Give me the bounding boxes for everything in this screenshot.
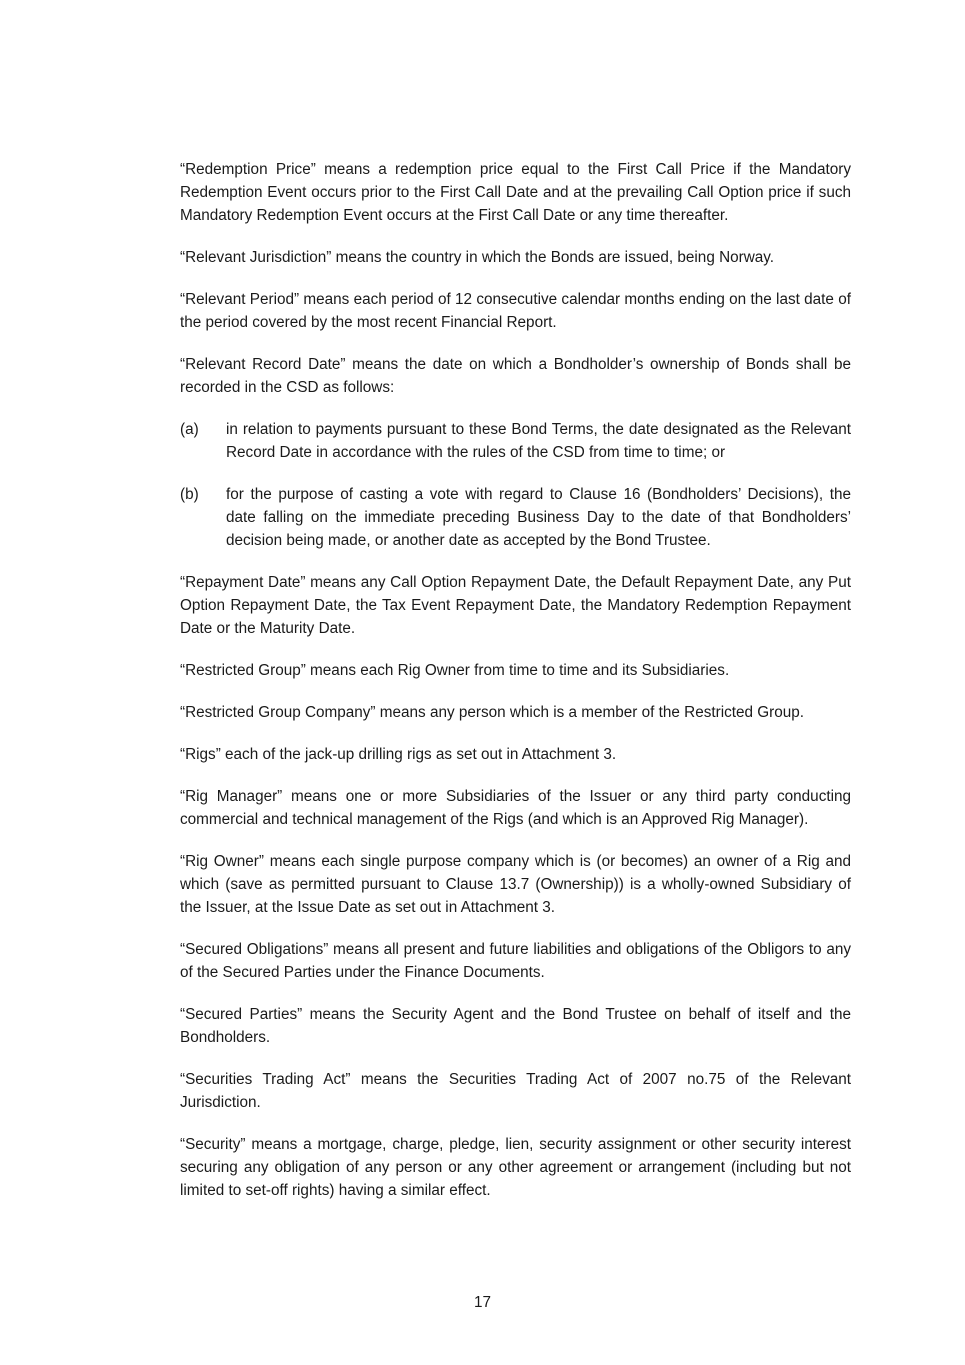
definition-redemption-price [180,158,851,227]
definition-text: means any person which is a member of the Restricted Group. [375,704,805,721]
definition-term: “Rig Owner” [180,853,264,870]
definition-restricted-group [180,659,851,682]
list-item [180,418,851,464]
definition-term: “Restricted Group” [180,662,306,679]
definition-repayment-date [180,571,851,640]
definition-text: means one or more Subsidiaries of the Issuer or any third party conducting commercial and technical management of the Rigs (and which is an Approved Rig Manager). [180,788,851,828]
definition-secured-parties [180,1003,851,1049]
definition-text: means the Securities Trading Act of 2007 no.75 of the Relevant Jurisdiction. [180,1071,851,1111]
definition-term: “Restricted Group Company” [180,704,376,721]
definition-term: “Relevant Record Date” [180,356,346,373]
definition-rig-manager [180,785,851,831]
definition-rigs [180,743,851,766]
list-item-label: (a) [180,421,199,438]
definition-restricted-group-company [180,701,851,724]
definition-term: “Rig Manager” [180,788,283,805]
definition-term: “Rigs” [180,746,221,763]
definition-text: means the date on which a Bondholder’s ownership of Bonds shall be recorded in the CSD as follows: [180,356,851,396]
definition-text: means each period of 12 consecutive calendar months ending on the last date of the period covered by the most recent Financial Report. [180,291,852,331]
list-item-text: for the purpose of casting a vote with regard to Clause 16 (Bondholders’ Decisions), the date falling on the immediate preceding Business Day to the date of that Bondholders’ decision being made, or another date as accepted by the Bond Trustee. [226,486,851,549]
definition-term: “Secured Parties” [180,1006,303,1023]
definition-security [180,1133,851,1202]
definition-text: means all present and future liabilities and obligations of the Obligors to any of the Secured Parties under the Finance Documents. [180,941,851,981]
definition-text: each of the jack-up drilling rigs as set out in Attachment 3. [220,746,617,763]
list-item-text: in relation to payments pursuant to these Bond Terms, the date designated as the Relevant Record Date in accordance with the rules of the CSD from time to time; or [226,421,851,461]
definition-term: “Redemption Price” [180,161,316,178]
definition-term: “Relevant Jurisdiction” [180,249,332,266]
list-item [180,483,851,552]
definition-secured-obligations [180,938,851,984]
definition-term: “Securities Trading Act” [180,1071,351,1088]
definition-term: “Relevant Period” [180,291,300,308]
definition-text: means the Security Agent and the Bond Trustee on behalf of itself and the Bondholders. [180,1006,851,1046]
list-item-label: (b) [180,486,199,503]
definition-text: means a redemption price equal to the First Call Price if the Mandatory Redemption Event occurs prior to the First Call Date and at the prevailing Call Option price if such Mandatory Redemption Event occurs at the First Call Date or any time thereafter. [180,161,851,224]
definition-text: means each Rig Owner from time to time and its Subsidiaries. [305,662,730,679]
definition-text: means each single purpose company which is (or becomes) an owner of a Rig and which (save as permitted pursuant to Clause 13.7 (Ownership)) is a wholly-owned Subsidiary of the Issuer, at the Issue Date as set out in Attachment 3. [180,853,851,916]
definition-text: means the country in which the Bonds are issued, being Norway. [331,249,775,266]
definition-term: “Security” [180,1136,246,1153]
definition-relevant-jurisdiction [180,246,851,269]
definition-term: “Secured Obligations” [180,941,329,958]
definition-securities-trading-act [180,1068,851,1114]
page-number: 17 [473,1294,491,1311]
definition-text: means a mortgage, charge, pledge, lien, security assignment or other security interest securing any obligation of any person or any other agreement or arrangement (including but not limited to set-off rights) having a similar effect. [180,1136,851,1199]
definitions-section [180,158,851,1221]
definition-term: “Repayment Date” [180,574,306,591]
definition-rig-owner [180,850,851,919]
definition-relevant-record-date [180,353,851,399]
definition-relevant-period [180,288,851,334]
definition-text: means any Call Option Repayment Date, the Default Repayment Date, any Put Option Repayment Date, the Tax Event Repayment Date, the Mandatory Redemption Repayment Date or the Maturity Date. [180,574,851,637]
